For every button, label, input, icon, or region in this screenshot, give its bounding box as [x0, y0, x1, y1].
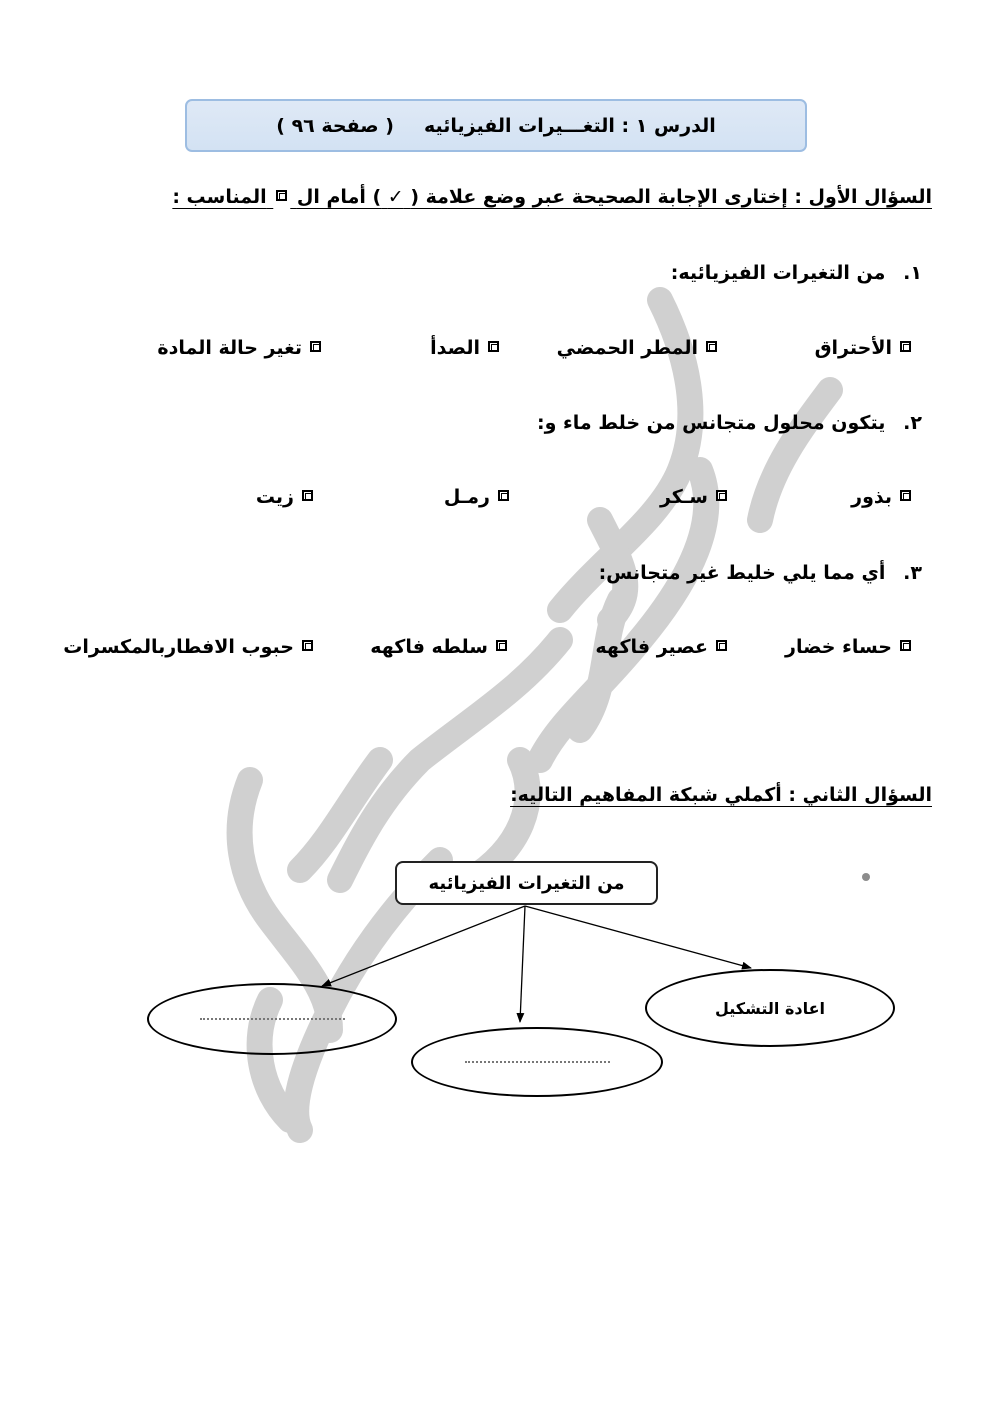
arrow-to-middle [520, 906, 525, 1022]
option-label: سلطه فاكهه [370, 636, 488, 658]
arrow-to-left [322, 906, 525, 986]
option-label: رمـل [443, 486, 490, 508]
lesson-title: الدرس ١ : التغـــيرات الفيزيائيه [423, 114, 716, 137]
item-2-text: يتكون محلول متجانس من خلط ماء و: [536, 412, 886, 434]
option-label: المطر الحمضي [556, 337, 698, 359]
question1-heading-part3: المناسب : [172, 186, 267, 208]
concept-node-middle[interactable] [411, 1027, 663, 1097]
option-label: زيت [255, 486, 294, 508]
item-1-number: ١. [903, 262, 922, 284]
item-3-number: ٣. [903, 562, 922, 584]
option-label: حبوب الافطاربالمكسرات [63, 636, 294, 658]
option-label: بذور [851, 486, 892, 508]
option-label: حساء خضار [785, 636, 892, 658]
arrow-to-right [525, 906, 751, 968]
blank-answer-line[interactable] [200, 1018, 345, 1020]
check-mark-icon: ✓ [387, 186, 404, 208]
question1-heading-part1: السؤال الأول : إختارى الإجابة الصحيحة عبر وضع علامة ( [410, 186, 932, 208]
question2-heading: السؤال الثاني : أكملي شبكة المفاهيم التاليه: [510, 784, 932, 806]
option-label: الصدأ [430, 337, 480, 359]
item-3-text: أي مما يلي خليط غير متجانس: [598, 562, 886, 584]
item-1-text: من التغيرات الفيزيائيه: [670, 262, 886, 284]
item-2-number: ٢. [903, 412, 922, 434]
concept-node-left[interactable] [147, 983, 397, 1055]
concept-map-root: من التغيرات الفيزيائيه [395, 861, 658, 905]
concept-node-right-label: اعادة التشكيل [714, 998, 826, 1018]
option-label: عصير فاكهه [595, 636, 708, 658]
option-label: سـكر [659, 486, 708, 508]
page-reference: ( صفحة ٩٦ ) [276, 114, 394, 137]
blank-answer-line[interactable] [465, 1061, 610, 1063]
option-label: الأحتراق [814, 337, 892, 359]
concept-node-right [645, 969, 895, 1047]
option-label: تغير حالة المادة [157, 337, 302, 359]
question1-heading-part2: ) أمام ال [296, 186, 382, 208]
